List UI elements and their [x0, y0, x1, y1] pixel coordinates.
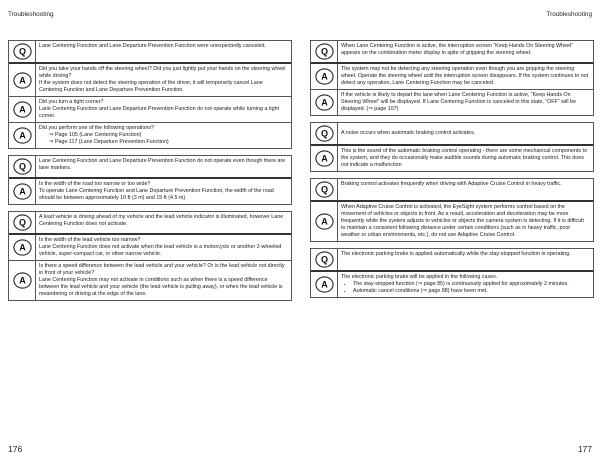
- question-badge-icon: [9, 212, 35, 233]
- question-text: A lead vehicle is driving ahead of my vehicle and the lead vehicle indicator is illuminated, however Lane Centering Function does not activate.: [35, 212, 291, 233]
- question-text: The electronic parking brake is applied automatically while the stay-stopped function is operating.: [337, 249, 593, 270]
- faq-group-adaptive-cruise: [310, 178, 594, 242]
- answer-text: Is the width of the road too narrow or too wide? To operate Lane Centering Function and Lane Departure Prevention Function, the width of the road should be between approximately 10 ft (3 m) and 15 ft (4.5 m).: [35, 179, 291, 204]
- question-row: [9, 156, 291, 179]
- question-row: [311, 249, 593, 272]
- svg-text:A: A: [18, 275, 26, 286]
- svg-text:A: A: [320, 71, 328, 82]
- question-text: Braking control activates frequently when driving with Adaptive Cruise Control in heavy traffic.: [337, 179, 593, 200]
- answer-text: The system may not be detecting any steering operation even though you are gripping the steering wheel. Operate the steering wheel until the interruption screen disappears. If the system continues to not detect any operation, Lane Centering Function may be canceled.: [337, 64, 593, 89]
- question-badge-icon: [311, 249, 337, 270]
- question-badge-icon: [311, 179, 337, 200]
- answer-row: [9, 260, 291, 300]
- answer-row: [311, 272, 593, 297]
- page-reference-link[interactable]: ⇒ Page 105 (Lane Centering Function): [49, 132, 142, 138]
- answer-badge-icon: [9, 64, 35, 96]
- right-column: [310, 40, 594, 304]
- answer-text: When Adaptive Cruise Control is activated, the EyeSight system performs control based on the movement of vehicles or objects in front. As a result, acceleration and deceleration may be more frequently while the system adjusts to vehicles or objects the camera system is detecting. If it is difficult to maintain a consistent following distance under certain conditions (such as in heavy traffic, poor weather or urban environments, etc.), do not use Adaptive Cruise Control.: [337, 202, 593, 241]
- svg-text:Q: Q: [320, 254, 328, 265]
- answer-row: [9, 122, 291, 148]
- answer-badge-icon: [311, 64, 337, 89]
- answer-badge-icon: [9, 261, 35, 300]
- question-text: Lane Centering Function and Lane Departure Prevention Function were unexpectedly canceled.: [35, 41, 291, 62]
- faq-group-lead-vehicle: [8, 211, 292, 301]
- faq-group-braking-noise: [310, 122, 594, 172]
- running-header-right: Troubleshooting: [546, 11, 592, 18]
- question-row: [9, 212, 291, 235]
- answer-text: Did you turn a tight corner? Lane Centering Function and Lane Departure Prevention Function do not operate while turning a tight corner.: [35, 97, 291, 122]
- answer-text: Is the width of the lead vehicle too narrow? Lane Centering Function does not activate when the lead vehicle is a motorcycle or another 2-wheeled vehicle, super-compact car, or other narrow vehicle.: [35, 235, 291, 260]
- question-row: [9, 41, 291, 64]
- svg-text:Q: Q: [320, 128, 328, 139]
- question-badge-icon: [311, 41, 337, 62]
- answer-text: This is the sound of the automatic braking control operating - there are some mechanical components to the system, and they do occasionally make audible sounds during automatic braking control. This does not indicate a malfunction: [337, 146, 593, 171]
- answer-row: [9, 235, 291, 260]
- svg-text:Q: Q: [18, 217, 26, 228]
- faq-group-keep-hands: [310, 40, 594, 116]
- question-text: When Lane Centering Function is active, the interruption screen “Keep Hands On Steering Wheel” appears on the combination meter display in spite of gripping the steering wheel.: [337, 41, 593, 62]
- svg-text:A: A: [18, 186, 26, 197]
- answer-badge-icon: [9, 235, 35, 260]
- answer-badge-icon: [9, 97, 35, 122]
- page-number-right: 177: [577, 444, 592, 454]
- answer-badge-icon: [311, 202, 337, 241]
- running-header-left: Troubleshooting: [8, 11, 54, 18]
- question-row: [311, 41, 593, 64]
- question-row: [311, 123, 593, 146]
- answer-text: If the vehicle is likely to depart the lane when Lane Centering Function is active, “Keep Hands On Steering Wheel” will be displayed. If Lane Centering Function is canceled in this state, “OFF” will be displayed. (⇒ page 107): [337, 90, 593, 115]
- svg-text:A: A: [18, 104, 26, 115]
- answer-text: Did you take your hands off the steering wheel? Did you just lightly put your hands on the steering wheel while driving? If the system does not detect the steering operation of the driver, it will temporarily cancel Lane Centering Function and Lane Departure Prevention Function.: [35, 64, 291, 96]
- question-text: A noise occurs when automatic braking control activates.: [337, 123, 593, 144]
- answer-row: [9, 179, 291, 204]
- answer-row: [311, 146, 593, 171]
- svg-text:A: A: [18, 130, 26, 141]
- svg-text:A: A: [18, 242, 26, 253]
- answer-row: [311, 89, 593, 115]
- list-item: • Automatic cancel conditions (⇒ page 88) have been met.: [353, 288, 589, 295]
- svg-text:A: A: [320, 97, 328, 108]
- svg-text:Q: Q: [18, 161, 26, 172]
- question-badge-icon: [311, 123, 337, 144]
- faq-group-lane-canceled: [8, 40, 292, 149]
- bullet-list: [341, 281, 589, 295]
- answer-row: [311, 64, 593, 89]
- answer-badge-icon: [9, 123, 35, 148]
- answer-row: [311, 202, 593, 241]
- question-badge-icon: [9, 41, 35, 62]
- answer-badge-icon: [311, 90, 337, 115]
- svg-text:A: A: [320, 216, 328, 227]
- question-text: Lane Centering Function and Lane Departure Prevention Function do not operate even though there are lane markers.: [35, 156, 291, 177]
- svg-text:A: A: [320, 279, 328, 290]
- answer-text: The electronic parking brake will be applied in the following cases. • The stay-stopped function (⇒ page 85) is continuously applied for approximately 2 minutes. • Automatic cancel conditions (⇒ page 88) have been met.: [337, 272, 593, 297]
- answer-text: Did you perform one of the following operations? ⇒ Page 105 (Lane Centering Function) ⇒ Page 117 (Lane Departure Prevention Function): [35, 123, 291, 148]
- answer-row: [9, 96, 291, 122]
- page-reference-link[interactable]: ⇒ Page 117 (Lane Departure Prevention Function): [49, 139, 169, 145]
- question-badge-icon: [9, 156, 35, 177]
- faq-group-parking-brake: [310, 248, 594, 298]
- faq-group-lane-not-operate: [8, 155, 292, 205]
- list-item: • The stay-stopped function (⇒ page 85) is continuously applied for approximately 2 minutes.: [353, 281, 589, 288]
- answer-badge-icon: [311, 272, 337, 297]
- question-row: [311, 179, 593, 202]
- answer-text: Is there a speed difference between the lead vehicle and your vehicle? Or is the lead vehicle not directly in front of your vehicle? Lane Centering Function may not activate in conditions such as when there is a speed difference between the lead vehicle and your vehicle (the lead vehicle is pulling away), or when the lead vehicle is meandering or driving at the edge of the lane.: [35, 261, 291, 300]
- answer-badge-icon: [9, 179, 35, 204]
- svg-text:A: A: [18, 75, 26, 86]
- svg-text:A: A: [320, 153, 328, 164]
- answer-badge-icon: [311, 146, 337, 171]
- svg-text:Q: Q: [320, 184, 328, 195]
- svg-text:Q: Q: [320, 46, 328, 57]
- svg-text:Q: Q: [18, 46, 26, 57]
- left-column: [8, 40, 292, 307]
- page-number-left: 176: [8, 444, 23, 454]
- answer-row: [9, 64, 291, 96]
